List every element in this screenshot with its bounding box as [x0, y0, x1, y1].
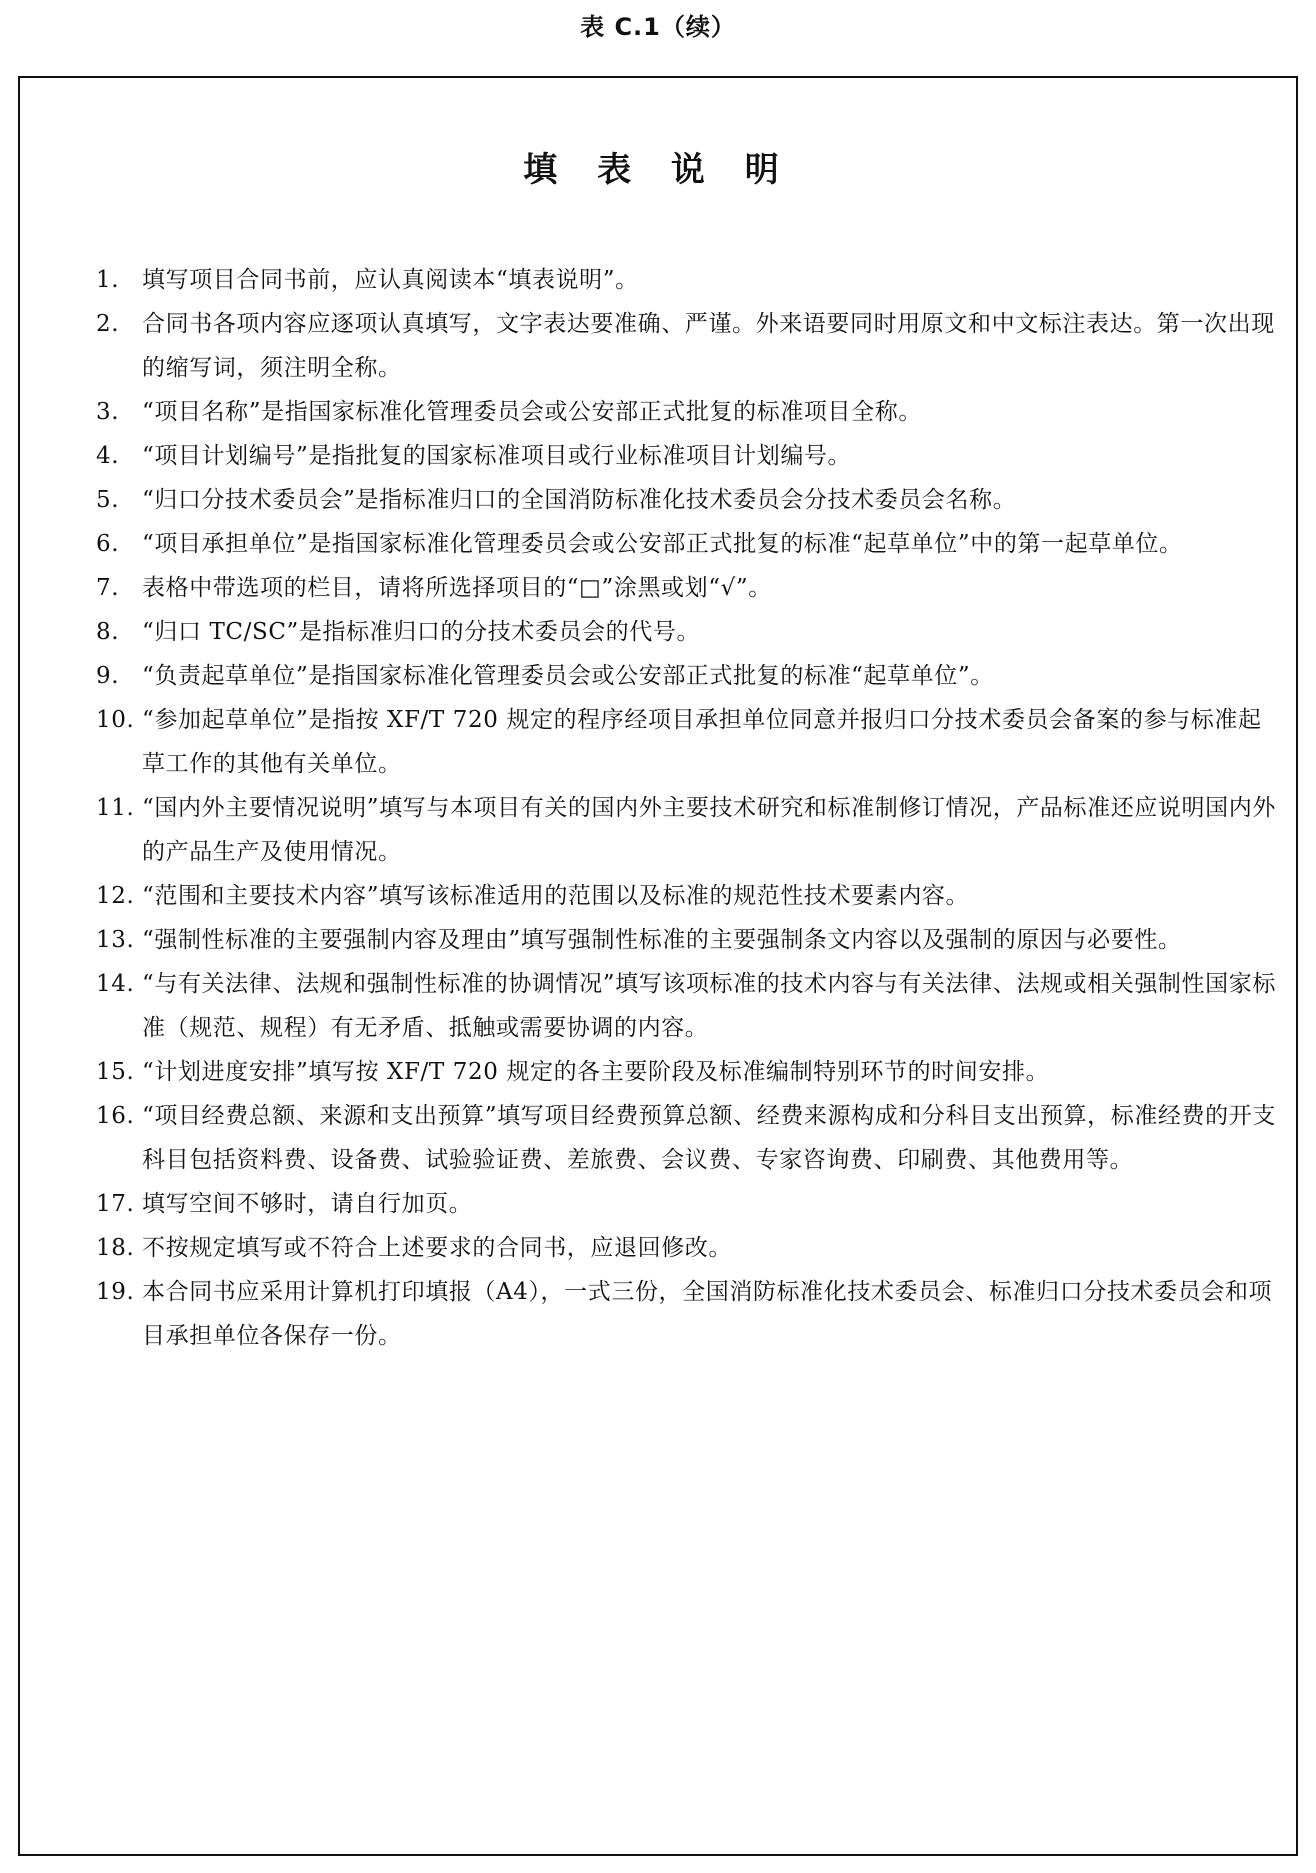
item-text: “参加起草单位”是指按 XF/T 720 规定的程序经项目承担单位同意并报归口分技术委员会备案的参与标准起草工作的其他有关单位。 [142, 707, 1262, 777]
list-item [96, 434, 1276, 478]
item-number: 5. [96, 487, 120, 513]
item-text: 填写空间不够时，请自行加页。 [142, 1191, 473, 1217]
list-item [96, 962, 1276, 1050]
item-number: 16. [96, 1103, 135, 1129]
item-number: 11. [96, 795, 135, 821]
item-number: 17. [96, 1191, 135, 1217]
list-item [96, 566, 1276, 610]
item-number: 18. [96, 1235, 135, 1261]
list-item [96, 478, 1276, 522]
item-text: “归口 TC/SC”是指标准归口的分技术委员会的代号。 [142, 619, 701, 645]
item-text: 本合同书应采用计算机打印填报（A4），一式三份，全国消防标准化技术委员会、标准归口分技术委员会和项目承担单位各保存一份。 [142, 1279, 1273, 1349]
item-text: 填写项目合同书前，应认真阅读本“填表说明”。 [142, 267, 639, 293]
item-text: “与有关法律、法规和强制性标准的协调情况”填写该项标准的技术内容与有关法律、法规或相关强制性国家标准（规范、规程）有无矛盾、抵触或需要协调的内容。 [142, 971, 1276, 1041]
list-item [96, 1050, 1276, 1094]
list-item [96, 390, 1276, 434]
item-text: “国内外主要情况说明”填写与本项目有关的国内外主要技术研究和标准制修订情况，产品标准还应说明国内外的产品生产及使用情况。 [142, 795, 1276, 865]
list-item [96, 1270, 1276, 1358]
page-title: 填 表 说 明 [523, 150, 793, 190]
item-number: 12. [96, 883, 135, 909]
list-item [96, 1226, 1276, 1270]
item-number: 1. [96, 267, 120, 293]
list-item [96, 786, 1276, 874]
item-number: 10. [96, 707, 135, 733]
list-item [96, 918, 1276, 962]
item-number: 4. [96, 443, 120, 469]
list-item [96, 302, 1276, 390]
item-number: 2. [96, 311, 120, 337]
item-text: “项目计划编号”是指批复的国家标准项目或行业标准项目计划编号。 [142, 443, 852, 469]
item-text: 表格中带选项的栏目，请将所选择项目的“□”涂黑或划“√”。 [142, 575, 772, 601]
item-text: 合同书各项内容应逐项认真填写，文字表达要准确、严谨。外来语要同时用原文和中文标注表达。第一次出现的缩写词，须注明全称。 [142, 311, 1275, 381]
item-text: 不按规定填写或不符合上述要求的合同书，应退回修改。 [142, 1235, 732, 1261]
item-number: 14. [96, 971, 135, 997]
list-item [96, 874, 1276, 918]
item-number: 3. [96, 399, 120, 425]
item-text: “负责起草单位”是指国家标准化管理委员会或公安部正式批复的标准“起草单位”。 [142, 663, 994, 689]
item-text: “归口分技术委员会”是指标准归口的全国消防标准化技术委员会分技术委员会名称。 [142, 487, 1017, 513]
item-text: “强制性标准的主要强制内容及理由”填写强制性标准的主要强制条文内容以及强制的原因与必要性。 [142, 927, 1182, 953]
item-number: 13. [96, 927, 135, 953]
item-number: 8. [96, 619, 120, 645]
item-text: “项目名称”是指国家标准化管理委员会或公安部正式批复的标准项目全称。 [142, 399, 922, 425]
item-text: “计划进度安排”填写按 XF/T 720 规定的各主要阶段及标准编制特别环节的时间安排。 [142, 1059, 1050, 1085]
item-text: “范围和主要技术内容”填写该标准适用的范围以及标准的规范性技术要素内容。 [142, 883, 970, 909]
item-number: 7. [96, 575, 120, 601]
item-number: 6. [96, 531, 120, 557]
list-item [96, 1182, 1276, 1226]
item-number: 15. [96, 1059, 135, 1085]
list-item [96, 522, 1276, 566]
list-item [96, 610, 1276, 654]
item-text: “项目承担单位”是指国家标准化管理委员会或公安部正式批复的标准“起草单位”中的第一起草单位。 [142, 531, 1183, 557]
list-item [96, 654, 1276, 698]
list-item [96, 698, 1276, 786]
item-number: 19. [96, 1279, 135, 1305]
list-item [96, 1094, 1276, 1182]
list-item [96, 258, 1276, 302]
instructions-list [96, 258, 1276, 1358]
item-number: 9. [96, 663, 120, 689]
item-text: “项目经费总额、来源和支出预算”填写项目经费预算总额、经费来源构成和分科目支出预算，标准经费的开支科目包括资料费、设备费、试验验证费、差旅费、会议费、专家咨询费、印刷费、其他费用等。 [142, 1103, 1276, 1173]
table-caption: 表 C.1（续） [580, 13, 736, 41]
